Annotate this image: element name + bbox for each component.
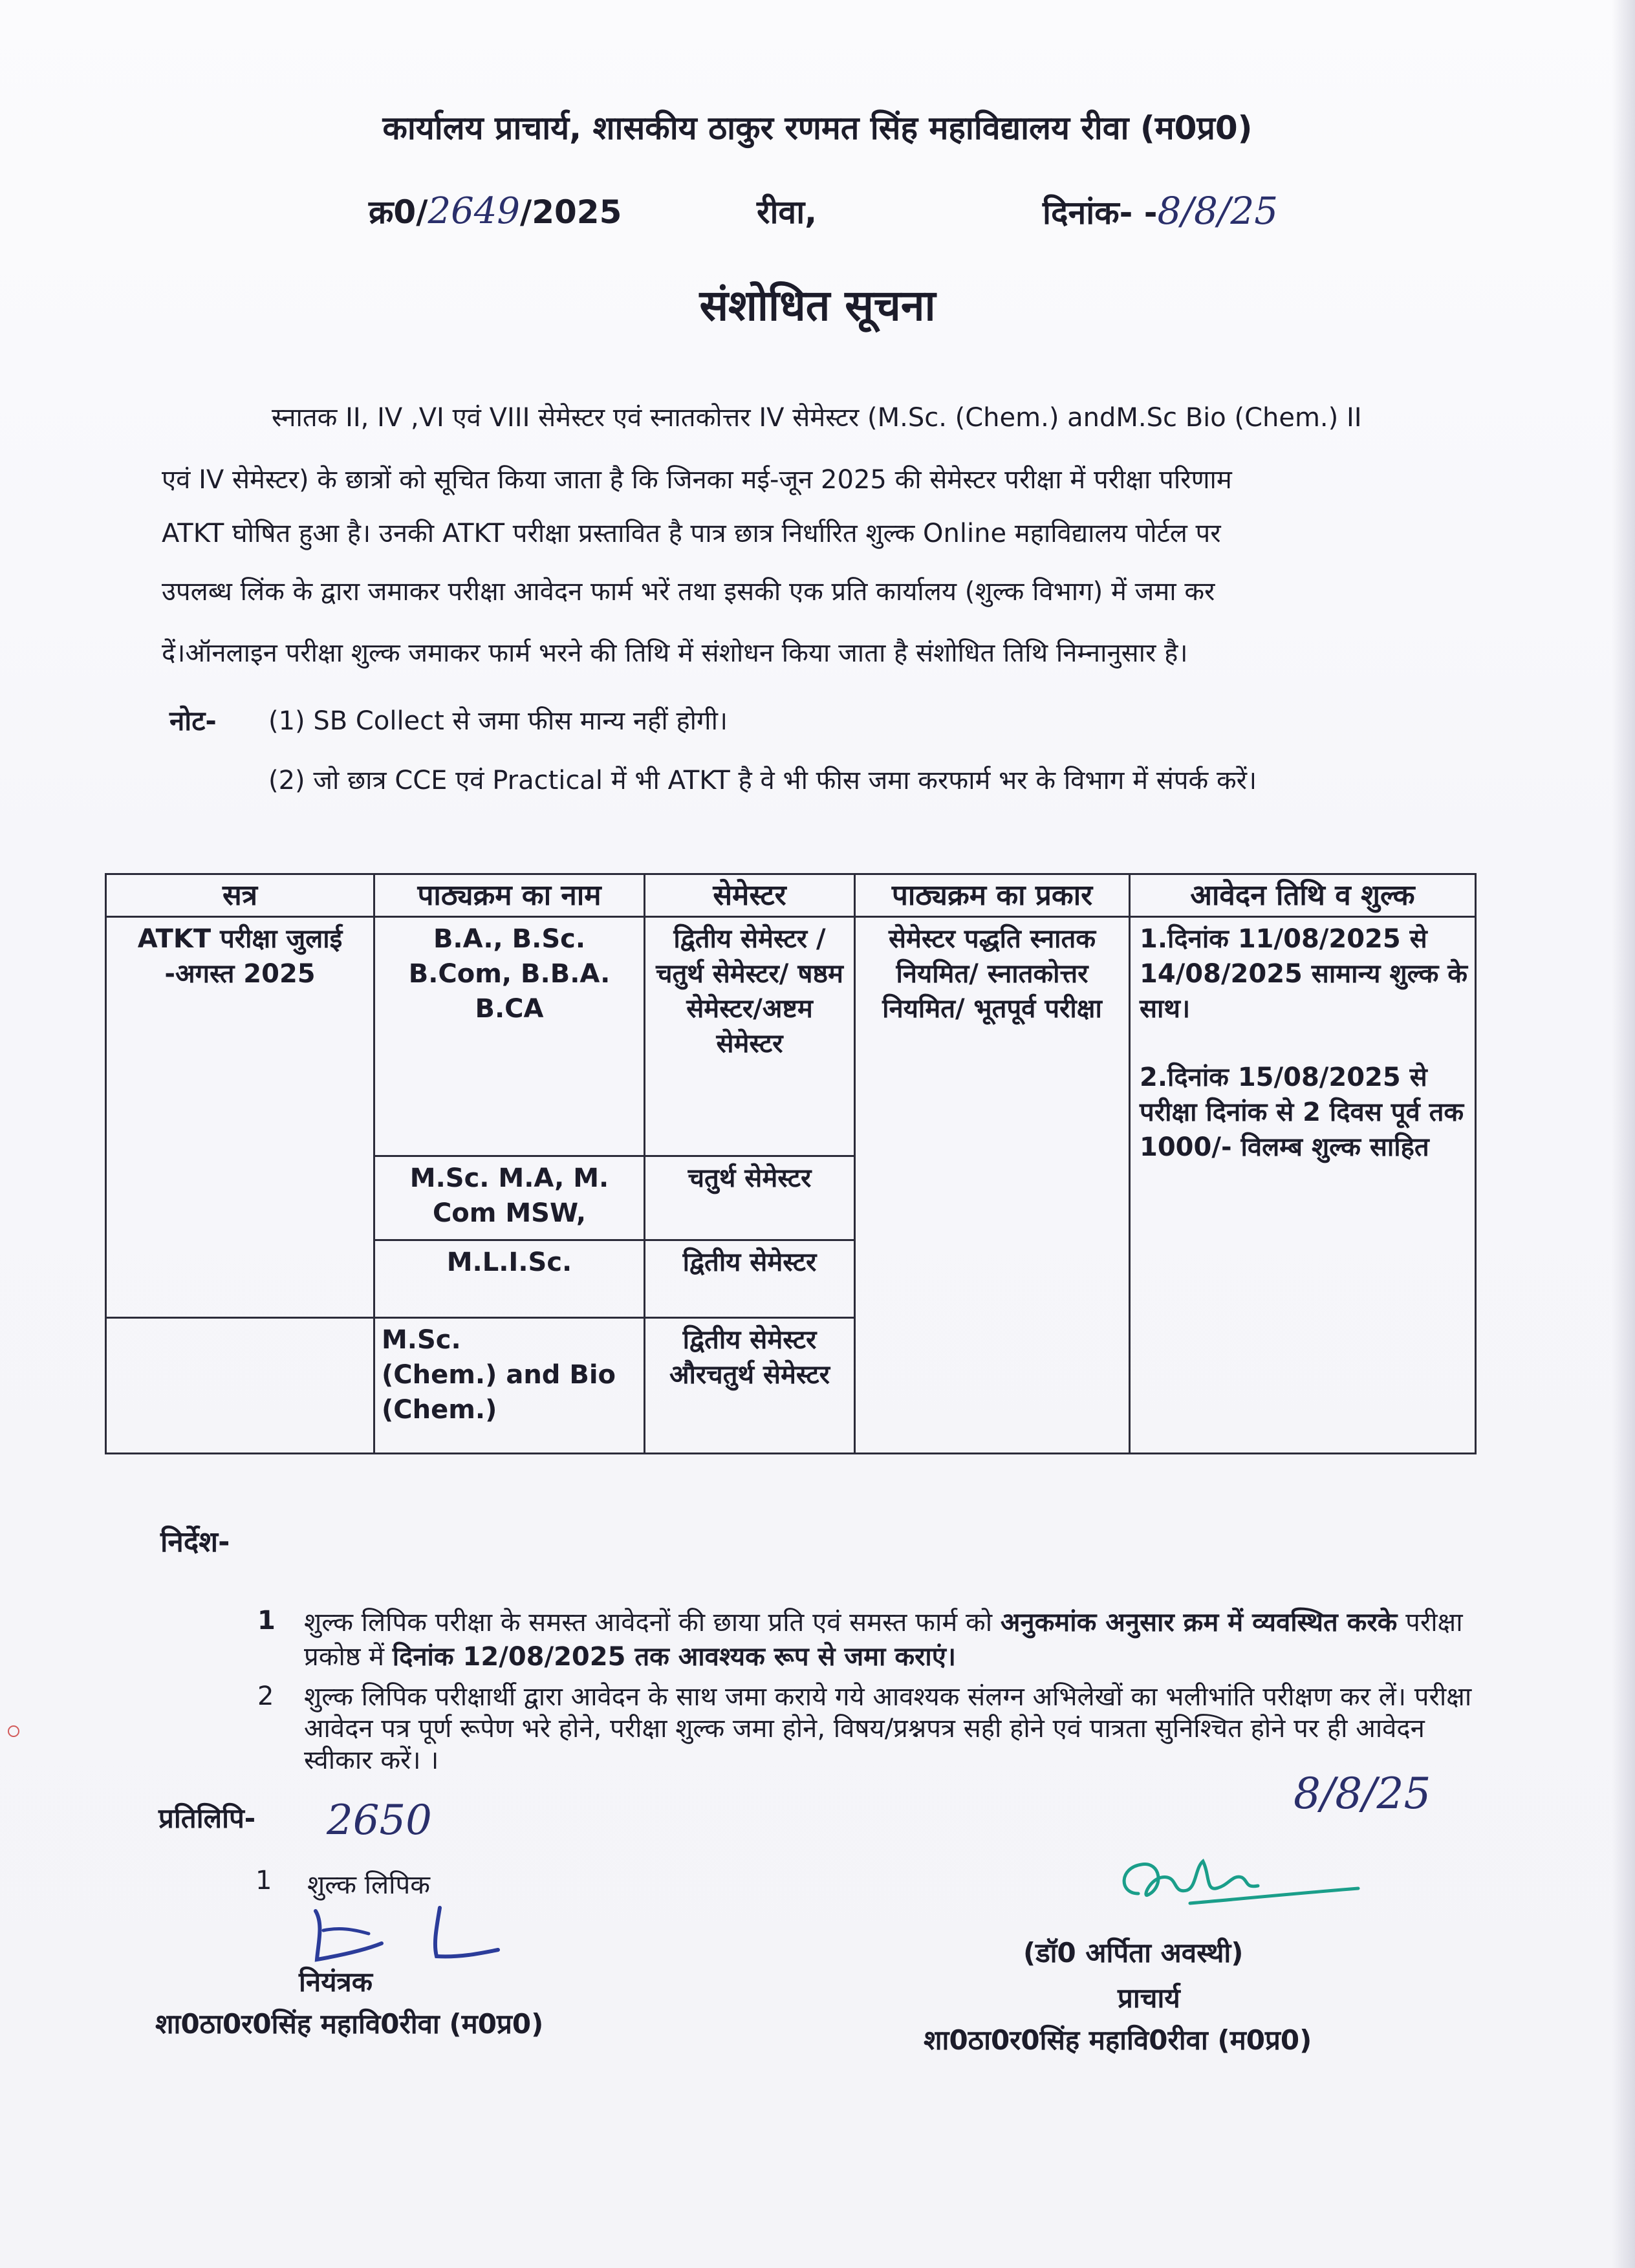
margin-mark — [8, 1725, 19, 1737]
note-item-1: (1) SB Collect से जमा फीस मान्य नहीं होगी। — [268, 706, 728, 736]
direction-1-part-b: अनुकमांक अनुसार क्रम में व्यवस्थित करके — [1000, 1608, 1398, 1637]
controller-title: नियंत्रक — [299, 1966, 373, 1998]
ref-number-handwritten: 2649 — [428, 190, 520, 232]
course-type-cell: सेमेस्टर पद्धति स्नातक नियमित/ स्नातकोत्तर नियमित/ भूतपूर्व परीक्षा — [855, 917, 1130, 1454]
semester-cell: चतुर्थ सेमेस्टर — [645, 1156, 855, 1240]
course-cell: M.L.I.Sc. — [374, 1240, 645, 1318]
controller-signature — [304, 1905, 511, 1969]
direction-1-number: 1 — [257, 1606, 276, 1636]
copy-item: शुल्क लिपिक — [307, 1870, 430, 1900]
principal-title: प्राचार्य — [1118, 1982, 1180, 2014]
schedule-table — [105, 873, 1477, 1454]
table-row — [106, 917, 1476, 1156]
body-line-1: स्नातक II, IV ,VI एवं VIII सेमेस्टर एवं स्नातकोत्तर IV सेमेस्टर (M.Sc. (Chem.) andM.Sc Bio (Chem.) II — [272, 403, 1362, 433]
fee-rule-2: 2.दिनांक 15/08/2025 से परीक्षा दिनांक से 2 दिवस पूर्व तक 1000/- विलम्ब शुल्क साहित — [1140, 1063, 1464, 1163]
direction-2-text: शुल्क लिपिक परीक्षार्थी द्वारा आवेदन के साथ जमा कराये गये आवश्यक संलग्न अभिलेखों का भलीभांति परीक्षण कर लें। परीक्षा आवेदन पत्र पूर्ण रूपेण भरे होने, परीक्षा शुल्क जमा होने, विषय/प्रश्नपत्र सही होने एवं पात्रता सुनिश्चित होने पर ही आवेदन स्वीकार करें। । — [304, 1682, 1472, 1775]
copy-item-number: 1 — [255, 1866, 272, 1895]
direction-1-part-c: परीक्षा प्रकोष्ठ में — [304, 1608, 1463, 1672]
notice-title: संशोधित सूचना — [699, 281, 936, 330]
date-handwritten: 8/8/25 — [1157, 189, 1279, 233]
office-title: कार्यालय प्राचार्य, शासकीय ठाकुर रणमत सिंह महाविद्यालय रीवा (म0प्र0) — [382, 109, 1253, 147]
header-application-date-fee: आवेदन तिथि व शुल्क — [1130, 874, 1476, 917]
header-course-type: पाठ्यक्रम का प्रकार — [855, 874, 1130, 917]
session-text: ATKT परीक्षा जुलाई -अगस्त 2025 — [137, 924, 343, 989]
session-empty-cell — [106, 1318, 374, 1454]
session-cell — [106, 917, 374, 1318]
direction-1-text — [304, 1606, 1481, 1674]
semester-cell: द्वितीय सेमेस्टर औरचतुर्थ सेमेस्टर — [645, 1318, 855, 1454]
reference-line — [369, 189, 622, 233]
principal-signature — [1112, 1848, 1371, 1919]
body-line-5: दें।ऑनलाइन परीक्षा शुल्क जमाकर फार्म भरने की तिथि में संशोधन किया जाता है संशोधित तिथि निम्नानुसार है। — [162, 638, 1188, 668]
place: रीवा, — [757, 193, 817, 231]
header-session: सत्र — [106, 874, 374, 917]
body-line-2: एवं IV सेमेस्टर) के छात्रों को सूचित किया जाता है कि जिनका मई-जून 2025 की सेमेस्टर परीक्षा में परीक्षा परिणाम — [162, 465, 1232, 495]
course-cell: B.A., B.Sc. B.Com, B.B.A. B.CA — [374, 917, 645, 1156]
copy-number-handwritten: 2650 — [327, 1797, 432, 1844]
table-header-row — [106, 874, 1476, 917]
copy-label: प्रतिलिपि- — [158, 1802, 256, 1834]
fee-cell — [1130, 917, 1476, 1454]
semester-cell: द्वितीय सेमेस्टर / चतुर्थ सेमेस्टर/ षष्ठम सेमेस्टर/अष्टम सेमेस्टर — [645, 917, 855, 1156]
directions-label: निर्देश- — [160, 1526, 230, 1559]
header-semester: सेमेस्टर — [645, 874, 855, 917]
header-course-name: पाठ्यक्रम का नाम — [374, 874, 645, 917]
controller-org: शा0ठा0र0सिंह महावि0रीवा (म0प्र0) — [155, 2008, 544, 2040]
notes-label: नोट- — [169, 705, 217, 737]
direction-2-number: 2 — [257, 1681, 274, 1711]
direction-1-part-d: दिनांक 12/08/2025 तक आवश्यक रूप से जमा कराएं। — [392, 1641, 957, 1672]
ref-year: /2025 — [519, 193, 622, 231]
date-label: दिनांक- - — [1043, 194, 1158, 232]
scan-edge-shadow — [1612, 0, 1635, 2268]
note-item-2: (2) जो छात्र CCE एवं Practical में भी ATKT है वे भी फीस जमा करफार्म भर के विभाग में संपर्क करें। — [268, 766, 1257, 795]
side-date-handwritten: 8/8/25 — [1294, 1769, 1431, 1819]
principal-org: शा0ठा0र0सिंह महावि0रीवा (म0प्र0) — [924, 2024, 1312, 2056]
body-line-4: उपलब्ध लिंक के द्वारा जमाकर परीक्षा आवेदन फार्म भरें तथा इसकी एक प्रति कार्यालय (शुल्क विभाग) में जमा कर — [162, 577, 1215, 607]
course-cell: M.Sc. (Chem.) and Bio (Chem.) — [374, 1318, 645, 1454]
direction-1-part-a: शुल्क लिपिक परीक्षा के समस्त आवेदनों की छाया प्रति एवं समस्त फार्म को — [304, 1608, 1001, 1637]
fee-rule-1: 1.दिनांक 11/08/2025 से 14/08/2025 सामान्य शुल्क के साथ। — [1140, 924, 1468, 1024]
ref-prefix: क्र0/ — [369, 193, 428, 231]
body-line-3: ATKT घोषित हुआ है। उनकी ATKT परीक्षा प्रस्तावित है पात्र छात्र निर्धारित शुल्क Online महाविद्यालय पोर्टल पर — [162, 519, 1221, 548]
principal-name: (डॉ0 अर्पिता अवस्थी) — [1023, 1937, 1244, 1969]
semester-cell: द्वितीय सेमेस्टर — [645, 1240, 855, 1318]
date-line — [1043, 189, 1278, 233]
course-cell: M.Sc. M.A, M. Com MSW, — [374, 1156, 645, 1240]
